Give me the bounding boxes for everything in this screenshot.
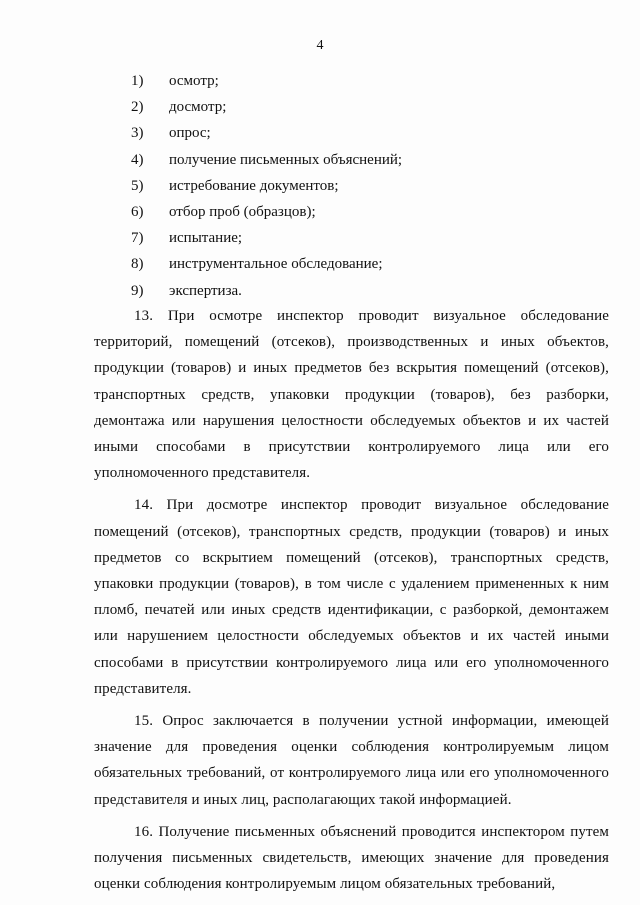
list-item-text: отбор проб (образцов); bbox=[169, 203, 316, 220]
list-item-number: 9) bbox=[131, 282, 144, 299]
page-number: 4 bbox=[316, 38, 324, 53]
list-item-text: истребование документов; bbox=[169, 177, 339, 194]
list-item bbox=[0, 251, 640, 277]
paragraph-13: 13. При осмотре инспектор проводит визуальное обследование территорий, помещений (отсеков), производственных и иных объектов, продукции (товаров) и иных предметов без вскрытия помещений (отсеков), транспортных средств, упаковки продукции (товаров), без разборки, демонтажа или нарушения целостности обследуемых объектов и их частей иными способами в присутствии контролируемого лица или его уполномоченного представителя. bbox=[94, 308, 609, 482]
list-item bbox=[0, 120, 640, 146]
list-item-number: 1) bbox=[131, 73, 144, 89]
list-item-number: 6) bbox=[131, 203, 144, 220]
list-item-text: получение письменных объяснений; bbox=[169, 151, 403, 168]
list-item bbox=[0, 94, 640, 120]
list-item bbox=[0, 68, 640, 94]
list-item bbox=[0, 225, 640, 251]
list-item bbox=[0, 173, 640, 199]
list-item-text: досмотр; bbox=[169, 99, 227, 116]
list-item-text: осмотр; bbox=[169, 73, 219, 89]
list-item-text: опрос; bbox=[169, 125, 211, 142]
list-item bbox=[0, 199, 640, 225]
list-item-number: 2) bbox=[131, 99, 144, 116]
list-item-number: 5) bbox=[131, 177, 144, 194]
body-text bbox=[94, 303, 609, 897]
list-item bbox=[0, 278, 640, 304]
list-item-text: инструментальное обследование; bbox=[169, 256, 383, 273]
list-item bbox=[0, 147, 640, 173]
paragraph-14: 14. При досмотре инспектор проводит визуальное обследование помещений (отсеков), транспортных средств, продукции (товаров) и иных предметов со вскрытием помещений (отсеков), транспортных средств, упаковки продукции (товаров), в том числе с удалением примененных к ним пломб, печатей или иных средств идентификации, с разборкой, демонтажем или нарушением целостности обследуемых объектов и их частей иными способами в присутствии контролируемого лица или его уполномоченного представителя. bbox=[94, 497, 609, 697]
paragraph-16: 16. Получение письменных объяснений проводится инспектором путем получения письменных свидетельств, имеющих значение для проведения оценки соблюдения контролируемым лицом обязательных требований, bbox=[94, 823, 609, 893]
measures-list bbox=[0, 68, 640, 304]
list-item-number: 4) bbox=[131, 151, 144, 168]
list-item-text: испытание; bbox=[169, 230, 243, 247]
list-item-number: 3) bbox=[131, 125, 144, 142]
list-item-number: 8) bbox=[131, 256, 144, 273]
paragraph-15: 15. Опрос заключается в получении устной информации, имеющей значение для проведения оценки соблюдения контролируемым лицом обязательных требований, от контролируемого лица или его уполномоченного представителя и иных лиц, располагающих такой информацией. bbox=[94, 713, 609, 808]
list-item-text: экспертиза. bbox=[169, 282, 242, 299]
list-item-number: 7) bbox=[131, 230, 144, 247]
